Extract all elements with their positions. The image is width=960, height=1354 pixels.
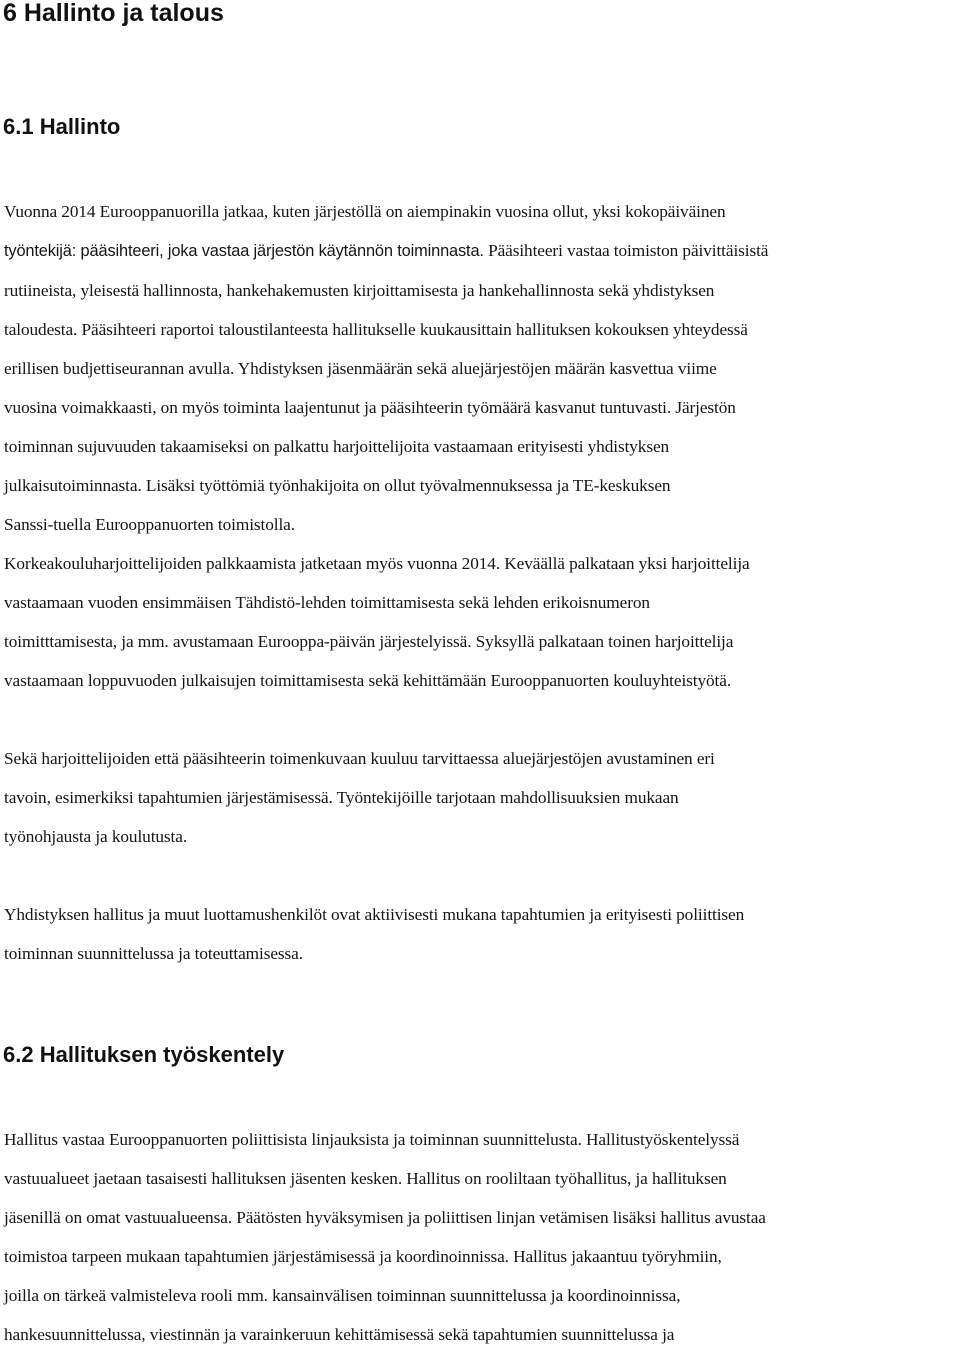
text-line: toiminnan suunnittelussa ja toteuttamisessa.	[4, 944, 303, 963]
text-line: erillisen budjettiseurannan avulla. Yhdistyksen jäsenmäärän sekä aluejärjestöjen määrän kasvettua viime	[4, 359, 717, 378]
text-fragment: taloudesta.	[4, 320, 78, 339]
text-line: toiminnan sujuvuuden takaamiseksi on palkattu harjoittelijoita vastaamaan erityisesti yhdistyksen	[4, 437, 670, 456]
text-line: toimistoa tarpeen mukaan tapahtumien järjestämisessä ja koordinoinnissa. Hallitus jakaantuu työryhmiin,	[4, 1247, 722, 1266]
paragraph-tyoskentely-1	[4, 1120, 960, 1354]
paragraph-hallinto-1	[4, 192, 960, 700]
text-line	[4, 231, 960, 271]
text-line: joilla on tärkeä valmisteleva rooli mm. kansainvälisen toiminnan suunnittelussa ja koordinoinnissa,	[4, 1286, 681, 1305]
text-fragment: työntekijä: pääsihteeri, joka vastaa järjestön käytännön toiminnasta.	[4, 242, 484, 260]
text-line: Hallitus vastaa Eurooppanuorten poliittisista linjauksista ja toiminnan suunnittelusta. Hallitustyöskentelyssä	[4, 1130, 740, 1149]
text-fragment: Pääsihteeri vastaa toimiston päivittäisistä	[483, 241, 769, 260]
text-line: Korkeakouluharjoittelijoiden palkkaamista jatketaan myös vuonna 2014. Keväällä palkataan yksi harjoittelija	[4, 554, 750, 573]
text-line: vastuualueet jaetaan tasaisesti hallituksen jäsenten kesken. Hallitus on rooliltaan työhallitus, ja hallituksen	[4, 1169, 727, 1188]
text-line: vastaamaan vuoden ensimmäisen Tähdistö-lehden toimittamisesta sekä lehden erikoisnumeron	[4, 593, 650, 612]
text-line: jäsenillä on omat vastuualueensa. Päätösten hyväksymisen ja poliittisen linjan vetämisen lisäksi hallitus avustaa	[4, 1208, 766, 1227]
text-line	[4, 310, 960, 349]
page-title: 6 Hallinto ja talous	[3, 0, 224, 27]
text-line: tavoin, esimerkiksi tapahtumien järjestämisessä. Työntekijöille tarjotaan mahdollisuuksien mukaan	[4, 788, 679, 807]
text-line: Sanssi-tuella Eurooppanuorten toimistolla.	[4, 515, 295, 534]
text-line: työnohjausta ja koulutusta.	[4, 827, 188, 846]
section-heading-hallituksen-tyoskentely: 6.2 Hallituksen työskentely	[3, 1042, 285, 1067]
text-line: hankesuunnittelussa, viestinnän ja varainkeruun kehittämisessä sekä tapahtumien suunnittelussa ja	[4, 1325, 675, 1344]
text-line: rutiineista, yleisestä hallinnosta, hankehakemusten kirjoittamisesta ja hankehallinnosta sekä yhdistyksen	[4, 281, 715, 300]
section-heading-hallinto: 6.1 Hallinto	[3, 114, 121, 139]
paragraph-hallinto-2	[4, 739, 960, 856]
paragraph-hallinto-3	[4, 895, 960, 973]
text-line: vastaamaan loppuvuoden julkaisujen toimittamisesta sekä kehittämään Eurooppanuorten kouluyhteistyötä.	[4, 671, 732, 690]
text-line: julkaisutoiminnasta. Lisäksi työttömiä työnhakijoita on ollut työvalmennuksessa ja TE-keskuksen	[4, 476, 671, 495]
text-line: Vuonna 2014 Eurooppanuorilla jatkaa, kuten järjestöllä on aiempinakin vuosina ollut, yksi kokopäiväinen	[4, 202, 726, 221]
text-line: toimitttamisesta, ja mm. avustamaan Eurooppa-päivän järjestelyissä. Syksyllä palkataan toinen harjoittelija	[4, 632, 734, 651]
text-line: Sekä harjoittelijoiden että pääsihteerin toimenkuvaan kuuluu tarvittaessa aluejärjestöjen avustaminen eri	[4, 749, 715, 768]
text-fragment: Pääsihteeri raportoi taloustilanteesta hallitukselle kuukausittain hallituksen kokouksen yhteydessä	[77, 320, 748, 339]
text-line: vuosina voimakkaasti, on myös toiminta laajentunut ja pääsihteerin työmäärä kasvanut tuntuvasti. Järjestön	[4, 398, 736, 417]
text-line: Yhdistyksen hallitus ja muut luottamushenkilöt ovat aktiivisesti mukana tapahtumien ja erityisesti poliittisen	[4, 905, 745, 924]
